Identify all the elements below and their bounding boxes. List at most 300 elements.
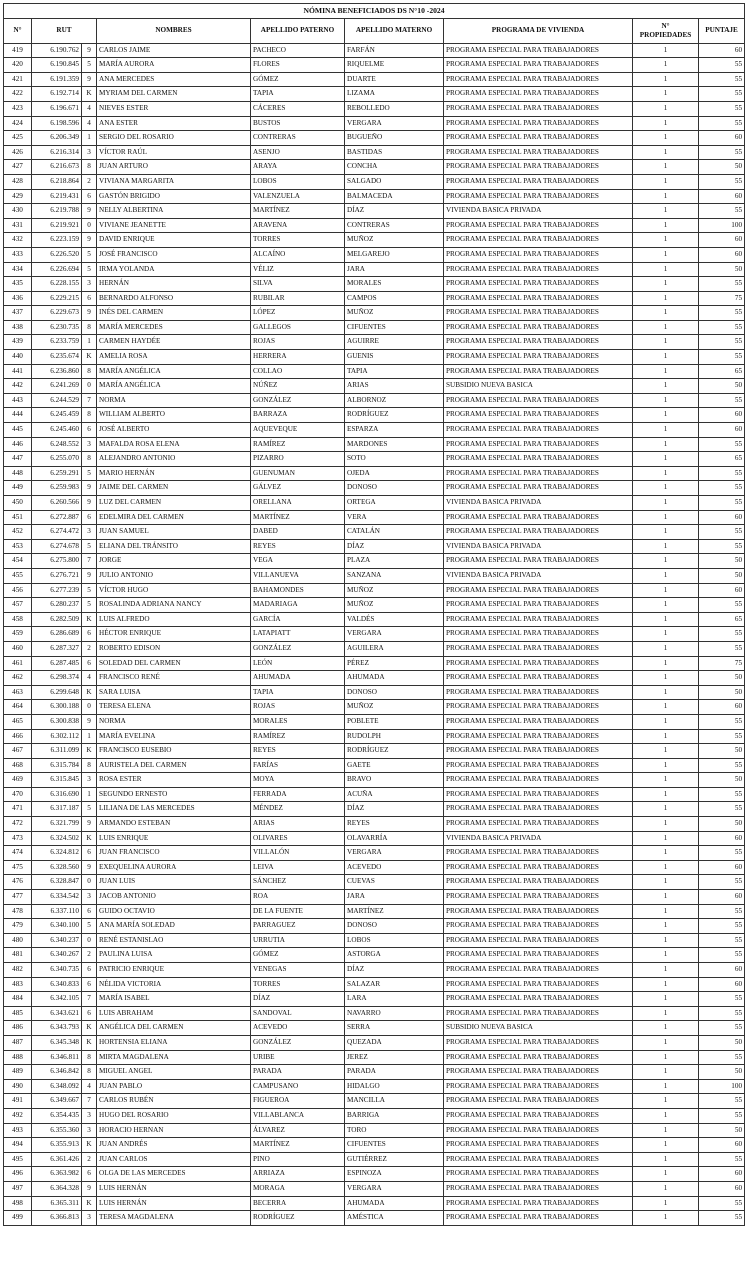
- cell-puntaje: 50: [699, 568, 745, 583]
- cell-puntaje: 50: [699, 744, 745, 759]
- table-row: [4, 116, 745, 131]
- cell-apellido-materno: PÉREZ: [345, 656, 444, 671]
- header-apellido-materno: APELLIDO MATERNO: [345, 18, 444, 43]
- table-row: [4, 744, 745, 759]
- cell-puntaje: 55: [699, 525, 745, 540]
- cell-rut: 6.206.349: [32, 131, 82, 146]
- cell-rut: 6.328.847: [32, 875, 82, 890]
- cell-rut: 6.260.566: [32, 496, 82, 511]
- cell-row-number: 421: [4, 72, 32, 87]
- cell-propiedades: 1: [633, 58, 699, 73]
- cell-rut: 6.366.813: [32, 1211, 82, 1226]
- cell-nombres: LUIS HERNÁN: [97, 1196, 251, 1211]
- cell-apellido-paterno: LÓPEZ: [251, 306, 345, 321]
- cell-rut: 6.216.314: [32, 145, 82, 160]
- table-row: [4, 656, 745, 671]
- cell-apellido-materno: MUÑOZ: [345, 233, 444, 248]
- cell-propiedades: 1: [633, 1021, 699, 1036]
- cell-puntaje: 55: [699, 919, 745, 934]
- cell-rut: 6.342.105: [32, 992, 82, 1007]
- cell-rut-dv: 3: [82, 145, 97, 160]
- cell-apellido-paterno: ARAYA: [251, 160, 345, 175]
- cell-programa-vivienda: PROGRAMA ESPECIAL PARA TRABAJADORES: [444, 1079, 633, 1094]
- table-row: [4, 773, 745, 788]
- cell-row-number: 427: [4, 160, 32, 175]
- cell-programa-vivienda: PROGRAMA ESPECIAL PARA TRABAJADORES: [444, 87, 633, 102]
- table-row: [4, 963, 745, 978]
- cell-rut-dv: 9: [82, 817, 97, 832]
- cell-rut: 6.316.690: [32, 787, 82, 802]
- cell-row-number: 479: [4, 919, 32, 934]
- cell-rut-dv: 7: [82, 554, 97, 569]
- cell-apellido-paterno: MORALES: [251, 714, 345, 729]
- cell-row-number: 455: [4, 568, 32, 583]
- cell-puntaje: 50: [699, 554, 745, 569]
- table-row: [4, 43, 745, 58]
- cell-nombres: JUAN FRANCISCO: [97, 846, 251, 861]
- cell-programa-vivienda: VIVIENDA BASICA PRIVADA: [444, 496, 633, 511]
- cell-apellido-materno: MUÑOZ: [345, 700, 444, 715]
- table-row: [4, 948, 745, 963]
- cell-rut-dv: 8: [82, 452, 97, 467]
- cell-propiedades: 1: [633, 875, 699, 890]
- cell-rut-dv: 5: [82, 58, 97, 73]
- cell-apellido-paterno: VILLALÓN: [251, 846, 345, 861]
- cell-rut-dv: 8: [82, 758, 97, 773]
- cell-row-number: 439: [4, 335, 32, 350]
- cell-nombres: GUIDO OCTAVIO: [97, 904, 251, 919]
- cell-row-number: 493: [4, 1123, 32, 1138]
- cell-programa-vivienda: PROGRAMA ESPECIAL PARA TRABAJADORES: [444, 350, 633, 365]
- cell-rut: 6.315.784: [32, 758, 82, 773]
- table-row: [4, 452, 745, 467]
- cell-apellido-paterno: HERRERA: [251, 350, 345, 365]
- cell-nombres: MARÍA ANGÉLICA: [97, 379, 251, 394]
- table-row: [4, 1065, 745, 1080]
- cell-propiedades: 1: [633, 583, 699, 598]
- cell-row-number: 480: [4, 933, 32, 948]
- cell-rut: 6.346.842: [32, 1065, 82, 1080]
- cell-puntaje: 55: [699, 1006, 745, 1021]
- cell-nombres: FRANCISCO EUSEBIO: [97, 744, 251, 759]
- cell-puntaje: 55: [699, 174, 745, 189]
- cell-apellido-materno: SALGADO: [345, 174, 444, 189]
- cell-puntaje: 50: [699, 262, 745, 277]
- cell-row-number: 448: [4, 466, 32, 481]
- cell-apellido-materno: LARA: [345, 992, 444, 1007]
- table-row: [4, 320, 745, 335]
- cell-row-number: 474: [4, 846, 32, 861]
- cell-apellido-materno: AHUMADA: [345, 671, 444, 686]
- cell-propiedades: 1: [633, 525, 699, 540]
- cell-apellido-paterno: VENEGAS: [251, 963, 345, 978]
- cell-rut: 6.229.215: [32, 291, 82, 306]
- table-row: [4, 189, 745, 204]
- cell-apellido-paterno: MARTÍNEZ: [251, 1138, 345, 1153]
- header-puntaje: PUNTAJE: [699, 18, 745, 43]
- cell-propiedades: 1: [633, 452, 699, 467]
- table-row: [4, 408, 745, 423]
- cell-rut-dv: 9: [82, 72, 97, 87]
- cell-nombres: HÉCTOR ENRIQUE: [97, 627, 251, 642]
- cell-nombres: WILLIAM ALBERTO: [97, 408, 251, 423]
- cell-rut: 6.198.596: [32, 116, 82, 131]
- cell-apellido-materno: BRAVO: [345, 773, 444, 788]
- cell-apellido-materno: RUDOLPH: [345, 729, 444, 744]
- cell-nombres: MARÍA ISABEL: [97, 992, 251, 1007]
- cell-rut-dv: 6: [82, 291, 97, 306]
- cell-apellido-paterno: OLIVARES: [251, 831, 345, 846]
- cell-apellido-paterno: SILVA: [251, 277, 345, 292]
- cell-apellido-paterno: BECERRA: [251, 1196, 345, 1211]
- cell-programa-vivienda: PROGRAMA ESPECIAL PARA TRABAJADORES: [444, 1065, 633, 1080]
- cell-apellido-paterno: PARRAGUEZ: [251, 919, 345, 934]
- cell-puntaje: 55: [699, 904, 745, 919]
- cell-puntaje: 55: [699, 320, 745, 335]
- cell-propiedades: 1: [633, 437, 699, 452]
- cell-propiedades: 1: [633, 247, 699, 262]
- cell-apellido-materno: GAETE: [345, 758, 444, 773]
- cell-nombres: MARÍA ANGÉLICA: [97, 364, 251, 379]
- cell-apellido-paterno: CONTRERAS: [251, 131, 345, 146]
- cell-row-number: 499: [4, 1211, 32, 1226]
- cell-nombres: HERNÁN: [97, 277, 251, 292]
- cell-nombres: MARÍA EVELINA: [97, 729, 251, 744]
- cell-apellido-materno: MANCILLA: [345, 1094, 444, 1109]
- cell-apellido-paterno: FIGUEROA: [251, 1094, 345, 1109]
- cell-rut-dv: 8: [82, 320, 97, 335]
- table-row: [4, 627, 745, 642]
- cell-rut-dv: 5: [82, 247, 97, 262]
- cell-apellido-materno: BUGUEÑO: [345, 131, 444, 146]
- cell-nombres: JUAN ARTURO: [97, 160, 251, 175]
- cell-propiedades: 1: [633, 714, 699, 729]
- cell-puntaje: 55: [699, 992, 745, 1007]
- cell-rut: 6.300.838: [32, 714, 82, 729]
- table-row: [4, 904, 745, 919]
- cell-apellido-materno: MORALES: [345, 277, 444, 292]
- cell-nombres: TERESA ELENA: [97, 700, 251, 715]
- cell-programa-vivienda: PROGRAMA ESPECIAL PARA TRABAJADORES: [444, 627, 633, 642]
- cell-rut-dv: 9: [82, 860, 97, 875]
- cell-programa-vivienda: PROGRAMA ESPECIAL PARA TRABAJADORES: [444, 364, 633, 379]
- cell-puntaje: 55: [699, 101, 745, 116]
- cell-row-number: 497: [4, 1181, 32, 1196]
- cell-rut: 6.276.721: [32, 568, 82, 583]
- cell-apellido-paterno: ARIAS: [251, 817, 345, 832]
- cell-programa-vivienda: PROGRAMA ESPECIAL PARA TRABAJADORES: [444, 963, 633, 978]
- cell-apellido-paterno: MOYA: [251, 773, 345, 788]
- cell-puntaje: 55: [699, 539, 745, 554]
- cell-propiedades: 1: [633, 1006, 699, 1021]
- cell-rut-dv: K: [82, 1035, 97, 1050]
- cell-rut-dv: 7: [82, 393, 97, 408]
- table-row: [4, 1181, 745, 1196]
- cell-nombres: IRMA YOLANDA: [97, 262, 251, 277]
- cell-nombres: GASTÓN BRIGIDO: [97, 189, 251, 204]
- cell-rut: 6.216.673: [32, 160, 82, 175]
- cell-propiedades: 1: [633, 277, 699, 292]
- cell-nombres: EXEQUELINA AURORA: [97, 860, 251, 875]
- cell-puntaje: 55: [699, 714, 745, 729]
- cell-puntaje: 50: [699, 685, 745, 700]
- cell-nombres: NIEVES ESTER: [97, 101, 251, 116]
- cell-row-number: 419: [4, 43, 32, 58]
- cell-rut: 6.311.099: [32, 744, 82, 759]
- table-body: [4, 43, 745, 1225]
- cell-propiedades: 1: [633, 1138, 699, 1153]
- cell-rut-dv: 6: [82, 510, 97, 525]
- cell-nombres: JUAN PABLO: [97, 1079, 251, 1094]
- cell-programa-vivienda: PROGRAMA ESPECIAL PARA TRABAJADORES: [444, 598, 633, 613]
- cell-row-number: 450: [4, 496, 32, 511]
- cell-programa-vivienda: PROGRAMA ESPECIAL PARA TRABAJADORES: [444, 787, 633, 802]
- cell-propiedades: 1: [633, 1108, 699, 1123]
- cell-programa-vivienda: PROGRAMA ESPECIAL PARA TRABAJADORES: [444, 933, 633, 948]
- cell-puntaje: 55: [699, 846, 745, 861]
- cell-apellido-materno: ESPINOZA: [345, 1167, 444, 1182]
- table-row: [4, 846, 745, 861]
- cell-rut: 6.349.667: [32, 1094, 82, 1109]
- cell-propiedades: 1: [633, 408, 699, 423]
- cell-nombres: AMELIA ROSA: [97, 350, 251, 365]
- cell-propiedades: 1: [633, 846, 699, 861]
- cell-rut: 6.361.426: [32, 1152, 82, 1167]
- cell-apellido-paterno: RAMÍREZ: [251, 437, 345, 452]
- cell-apellido-materno: BALMACEDA: [345, 189, 444, 204]
- cell-nombres: MYRIAM DEL CARMEN: [97, 87, 251, 102]
- cell-row-number: 434: [4, 262, 32, 277]
- cell-programa-vivienda: PROGRAMA ESPECIAL PARA TRABAJADORES: [444, 1196, 633, 1211]
- cell-propiedades: 1: [633, 510, 699, 525]
- cell-apellido-paterno: BARRAZA: [251, 408, 345, 423]
- cell-apellido-materno: HIDALGO: [345, 1079, 444, 1094]
- cell-programa-vivienda: PROGRAMA ESPECIAL PARA TRABAJADORES: [444, 656, 633, 671]
- cell-puntaje: 55: [699, 496, 745, 511]
- cell-programa-vivienda: VIVIENDA BASICA PRIVADA: [444, 204, 633, 219]
- cell-apellido-paterno: REYES: [251, 744, 345, 759]
- cell-row-number: 488: [4, 1050, 32, 1065]
- cell-programa-vivienda: PROGRAMA ESPECIAL PARA TRABAJADORES: [444, 481, 633, 496]
- cell-apellido-materno: DONOSO: [345, 685, 444, 700]
- cell-propiedades: 1: [633, 787, 699, 802]
- cell-programa-vivienda: PROGRAMA ESPECIAL PARA TRABAJADORES: [444, 904, 633, 919]
- table-row: [4, 817, 745, 832]
- cell-apellido-materno: OJEDA: [345, 466, 444, 481]
- cell-rut: 6.228.155: [32, 277, 82, 292]
- cell-rut: 6.196.671: [32, 101, 82, 116]
- cell-programa-vivienda: PROGRAMA ESPECIAL PARA TRABAJADORES: [444, 685, 633, 700]
- cell-apellido-materno: BARRIGA: [345, 1108, 444, 1123]
- cell-propiedades: 1: [633, 496, 699, 511]
- cell-rut-dv: 1: [82, 335, 97, 350]
- cell-rut: 6.340.237: [32, 933, 82, 948]
- cell-rut: 6.219.921: [32, 218, 82, 233]
- cell-puntaje: 100: [699, 1079, 745, 1094]
- cell-apellido-paterno: TAPIA: [251, 87, 345, 102]
- cell-apellido-paterno: DÍAZ: [251, 992, 345, 1007]
- cell-puntaje: 55: [699, 1196, 745, 1211]
- cell-programa-vivienda: SUBSIDIO NUEVA BASICA: [444, 1021, 633, 1036]
- cell-apellido-materno: VERGARA: [345, 627, 444, 642]
- header-nombres: NOMBRES: [97, 18, 251, 43]
- cell-row-number: 469: [4, 773, 32, 788]
- cell-propiedades: 1: [633, 963, 699, 978]
- table-row: [4, 890, 745, 905]
- cell-rut-dv: 9: [82, 1181, 97, 1196]
- cell-apellido-materno: AMÉSTICA: [345, 1211, 444, 1226]
- cell-nombres: ROSALINDA ADRIANA NANCY: [97, 598, 251, 613]
- table-row: [4, 1094, 745, 1109]
- cell-propiedades: 1: [633, 802, 699, 817]
- cell-programa-vivienda: PROGRAMA ESPECIAL PARA TRABAJADORES: [444, 1108, 633, 1123]
- cell-programa-vivienda: PROGRAMA ESPECIAL PARA TRABAJADORES: [444, 992, 633, 1007]
- cell-rut: 6.226.694: [32, 262, 82, 277]
- cell-programa-vivienda: PROGRAMA ESPECIAL PARA TRABAJADORES: [444, 335, 633, 350]
- cell-apellido-materno: ACUÑA: [345, 787, 444, 802]
- cell-apellido-materno: MUÑOZ: [345, 306, 444, 321]
- cell-programa-vivienda: PROGRAMA ESPECIAL PARA TRABAJADORES: [444, 1167, 633, 1182]
- cell-programa-vivienda: PROGRAMA ESPECIAL PARA TRABAJADORES: [444, 174, 633, 189]
- cell-propiedades: 1: [633, 189, 699, 204]
- cell-puntaje: 55: [699, 875, 745, 890]
- cell-programa-vivienda: PROGRAMA ESPECIAL PARA TRABAJADORES: [444, 1094, 633, 1109]
- cell-apellido-paterno: LATAPIATT: [251, 627, 345, 642]
- cell-apellido-paterno: SANDOVAL: [251, 1006, 345, 1021]
- cell-propiedades: 1: [633, 466, 699, 481]
- cell-row-number: 460: [4, 641, 32, 656]
- cell-apellido-paterno: GUENUMAN: [251, 466, 345, 481]
- cell-row-number: 478: [4, 904, 32, 919]
- cell-nombres: LUIS ALFREDO: [97, 612, 251, 627]
- cell-rut: 6.346.811: [32, 1050, 82, 1065]
- cell-nombres: LUIS ABRAHAM: [97, 1006, 251, 1021]
- cell-programa-vivienda: PROGRAMA ESPECIAL PARA TRABAJADORES: [444, 583, 633, 598]
- cell-propiedades: 1: [633, 306, 699, 321]
- cell-rut: 6.300.188: [32, 700, 82, 715]
- cell-apellido-paterno: GONZÁLEZ: [251, 1035, 345, 1050]
- cell-row-number: 487: [4, 1035, 32, 1050]
- cell-apellido-paterno: ASENJO: [251, 145, 345, 160]
- cell-apellido-materno: NAVARRO: [345, 1006, 444, 1021]
- cell-puntaje: 55: [699, 1050, 745, 1065]
- cell-apellido-paterno: FLORES: [251, 58, 345, 73]
- cell-programa-vivienda: VIVIENDA BASICA PRIVADA: [444, 568, 633, 583]
- table-row: [4, 612, 745, 627]
- cell-nombres: LILIANA DE LAS MERCEDES: [97, 802, 251, 817]
- cell-nombres: JOSÉ FRANCISCO: [97, 247, 251, 262]
- cell-puntaje: 55: [699, 466, 745, 481]
- cell-rut-dv: 3: [82, 1211, 97, 1226]
- cell-apellido-materno: SERRA: [345, 1021, 444, 1036]
- cell-programa-vivienda: PROGRAMA ESPECIAL PARA TRABAJADORES: [444, 131, 633, 146]
- cell-row-number: 491: [4, 1094, 32, 1109]
- cell-propiedades: 1: [633, 773, 699, 788]
- cell-programa-vivienda: PROGRAMA ESPECIAL PARA TRABAJADORES: [444, 393, 633, 408]
- cell-row-number: 424: [4, 116, 32, 131]
- cell-apellido-materno: TAPIA: [345, 364, 444, 379]
- cell-rut-dv: 2: [82, 641, 97, 656]
- cell-rut: 6.282.509: [32, 612, 82, 627]
- table-row: [4, 350, 745, 365]
- cell-nombres: MARIO HERNÁN: [97, 466, 251, 481]
- cell-row-number: 476: [4, 875, 32, 890]
- cell-rut: 6.355.360: [32, 1123, 82, 1138]
- cell-rut-dv: 9: [82, 714, 97, 729]
- cell-puntaje: 65: [699, 612, 745, 627]
- cell-apellido-paterno: PACHECO: [251, 43, 345, 58]
- cell-propiedades: 1: [633, 539, 699, 554]
- table-row: [4, 291, 745, 306]
- cell-row-number: 461: [4, 656, 32, 671]
- cell-apellido-materno: JARA: [345, 890, 444, 905]
- cell-programa-vivienda: PROGRAMA ESPECIAL PARA TRABAJADORES: [444, 72, 633, 87]
- cell-apellido-materno: CIFUENTES: [345, 320, 444, 335]
- table-row: [4, 1152, 745, 1167]
- cell-rut: 6.364.328: [32, 1181, 82, 1196]
- cell-nombres: MARÍA AURORA: [97, 58, 251, 73]
- cell-apellido-materno: VERGARA: [345, 116, 444, 131]
- beneficiaries-table: [3, 3, 745, 1226]
- cell-propiedades: 1: [633, 1167, 699, 1182]
- cell-row-number: 459: [4, 627, 32, 642]
- cell-nombres: NÉLIDA VICTORIA: [97, 977, 251, 992]
- cell-apellido-paterno: VALENZUELA: [251, 189, 345, 204]
- cell-rut: 6.233.759: [32, 335, 82, 350]
- table-row: [4, 160, 745, 175]
- cell-puntaje: 60: [699, 233, 745, 248]
- cell-puntaje: 60: [699, 977, 745, 992]
- cell-apellido-paterno: URIBE: [251, 1050, 345, 1065]
- cell-apellido-materno: LOBOS: [345, 933, 444, 948]
- cell-programa-vivienda: PROGRAMA ESPECIAL PARA TRABAJADORES: [444, 510, 633, 525]
- cell-puntaje: 55: [699, 933, 745, 948]
- table-row: [4, 393, 745, 408]
- cell-apellido-materno: ARIAS: [345, 379, 444, 394]
- cell-apellido-paterno: MARTÍNEZ: [251, 204, 345, 219]
- table-row: [4, 1021, 745, 1036]
- table-row: [4, 525, 745, 540]
- cell-propiedades: 1: [633, 87, 699, 102]
- cell-puntaje: 55: [699, 1152, 745, 1167]
- cell-apellido-paterno: COLLAO: [251, 364, 345, 379]
- cell-apellido-paterno: MARTÍNEZ: [251, 510, 345, 525]
- table-row: [4, 204, 745, 219]
- table-row: [4, 700, 745, 715]
- cell-apellido-paterno: TAPIA: [251, 685, 345, 700]
- cell-rut: 6.235.674: [32, 350, 82, 365]
- cell-apellido-paterno: NÚÑEZ: [251, 379, 345, 394]
- cell-row-number: 430: [4, 204, 32, 219]
- cell-puntaje: 50: [699, 1065, 745, 1080]
- cell-rut: 6.355.913: [32, 1138, 82, 1153]
- cell-programa-vivienda: PROGRAMA ESPECIAL PARA TRABAJADORES: [444, 525, 633, 540]
- cell-apellido-materno: DUARTE: [345, 72, 444, 87]
- cell-puntaje: 65: [699, 452, 745, 467]
- cell-rut-dv: 4: [82, 1079, 97, 1094]
- table-row: [4, 58, 745, 73]
- cell-apellido-paterno: ROJAS: [251, 700, 345, 715]
- cell-row-number: 477: [4, 890, 32, 905]
- cell-rut: 6.315.845: [32, 773, 82, 788]
- cell-rut-dv: 9: [82, 496, 97, 511]
- cell-propiedades: 1: [633, 890, 699, 905]
- cell-rut-dv: 9: [82, 306, 97, 321]
- cell-apellido-paterno: REYES: [251, 539, 345, 554]
- table-row: [4, 364, 745, 379]
- cell-rut-dv: 5: [82, 539, 97, 554]
- cell-row-number: 498: [4, 1196, 32, 1211]
